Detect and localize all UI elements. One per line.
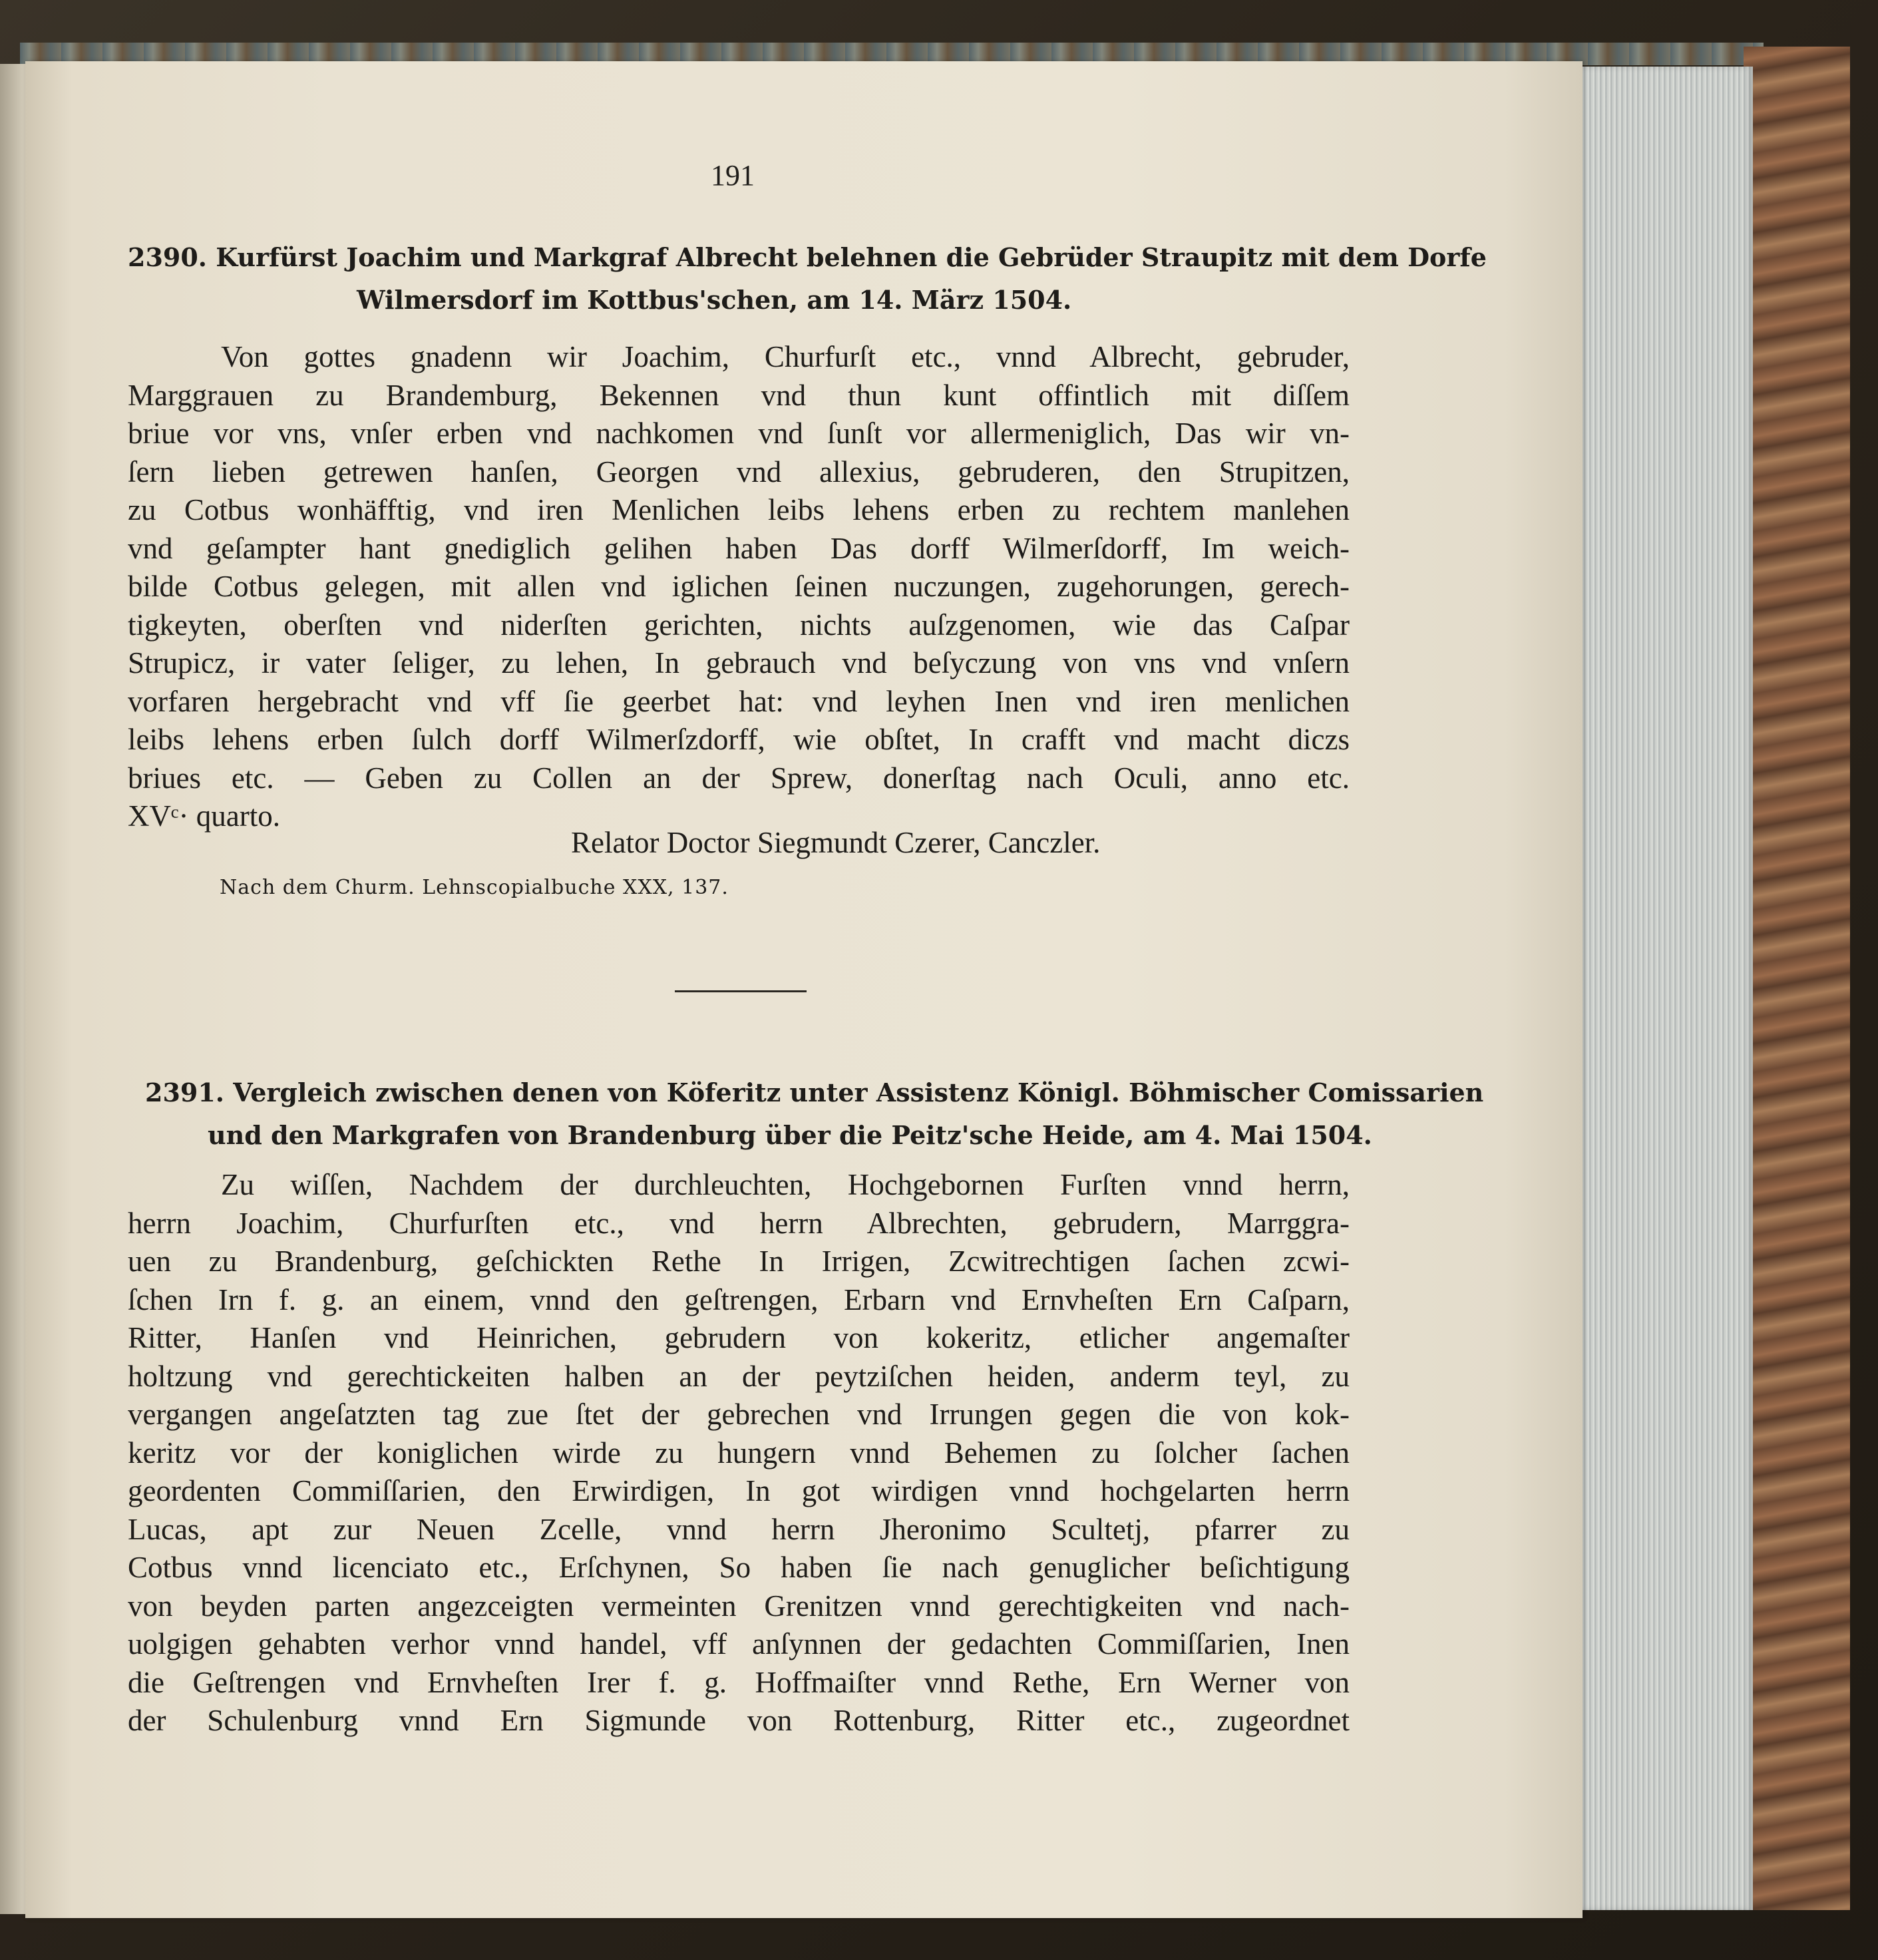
entry-2390-source-note: Nach dem Churm. Lehnscopialbuche XXX, 137. xyxy=(220,876,729,899)
book-cover-marbled-edge xyxy=(1744,47,1850,1910)
body-line: ſern lieben getrewen hanſen, Georgen vnd allexius, gebruderen, den Strupitzen, xyxy=(128,455,1350,489)
body-line: XVᶜ· quarto. xyxy=(128,799,280,833)
body-line: briue vor vns, vnſer erben vnd nachkomen vnd ſunſt vor allermeniglich, Das wir vn- xyxy=(128,417,1350,450)
body-line: zu Cotbus wonhäfftig, vnd iren Menlichen leibs lehens erben zu rechtem manlehen xyxy=(128,493,1350,526)
body-line: Lucas, apt zur Neuen Zcelle, vnnd herrn Jheronimo Scultetj, pfarrer zu xyxy=(128,1512,1350,1546)
section-divider xyxy=(675,990,807,992)
body-line: leibs lehens erben ſulch dorff Wilmerſzdorff, wie obſtet, In crafft vnd macht diczs xyxy=(128,723,1350,756)
body-line: Ritter, Hanſen vnd Heinrichen, gebrudern von kokeritz, etlicher angemaſter xyxy=(128,1321,1350,1354)
body-line: Zu wiſſen, Nachdem der durchleuchten, Hochgebornen Furſten vnnd herrn, xyxy=(221,1168,1350,1201)
body-line: Strupicz, ir vater ſeliger, zu lehen, In gebrauch vnd beſyczung von vns vnd vnſern xyxy=(128,646,1350,680)
entry-2391-title-line-2: und den Markgrafen von Brandenburg über die Peitz'sche Heide, am 4. Mai 1504. xyxy=(208,1120,1372,1150)
body-line: ſchen Irn f. g. an einem, vnnd den geſtrengen, Erbarn vnd Ernvheſten Ern Caſparn, xyxy=(128,1282,1350,1316)
body-line: keritz vor der koniglichen wirde zu hungern vnnd Behemen zu ſolcher ſachen xyxy=(128,1436,1350,1470)
body-line: tigkeyten, oberſten vnd niderſten gerichten, nichts auſzgenomen, wie das Caſpar xyxy=(128,608,1350,642)
body-line: Von gottes gnadenn wir Joachim, Churfurſt etc., vnnd Albrecht, gebruder, xyxy=(221,340,1350,373)
body-line: uen zu Brandenburg, geſchickten Rethe In Irrigen, Zcwitrechtigen ſachen zcwi- xyxy=(128,1245,1350,1278)
body-line: vnd geſampter hant gnediglich gelihen haben Das dorff Wilmerſdorff, Im weich- xyxy=(128,531,1350,565)
entry-2390-title-line-1: 2390. Kurfürst Joachim und Markgraf Albrecht belehnen die Gebrüder Straupitz mit dem Dorfe xyxy=(128,242,1487,272)
entry-2390-title-line-2: Wilmersdorf im Kottbus'schen, am 14. März 1504. xyxy=(357,285,1072,315)
body-line: vergangen angeſatzten tag zue ſtet der gebrechen vnd Irrungen gegen die von kok- xyxy=(128,1398,1350,1431)
body-line: von beyden parten angezceigten vermeinten Grenitzen vnnd gerechtigkeiten vnd nach- xyxy=(128,1589,1350,1623)
entry-2391-title-line-1: 2391. Vergleich zwischen denen von Köferitz unter Assistenz Königl. Böhmischer Comissarien xyxy=(145,1078,1484,1107)
body-line: der Schulenburg vnnd Ern Sigmunde von Rottenburg, Ritter etc., zugeordnet xyxy=(128,1704,1350,1737)
body-line: Marggrauen zu Brandemburg, Bekennen vnd thun kunt offintlich mit diſſem xyxy=(128,378,1350,412)
entry-2391-body xyxy=(128,1166,1350,1740)
page-number: 191 xyxy=(711,159,755,192)
entry-2390-body xyxy=(128,338,1350,836)
body-line: geordenten Commiſſarien, den Erwirdigen, In got wirdigen vnnd hochgelarten herrn xyxy=(128,1474,1350,1507)
body-line: briues etc. — Geben zu Collen an der Sprew, donerſtag nach Oculi, anno etc. xyxy=(128,761,1350,795)
body-line: die Geſtrengen vnd Ernvheſten Irer f. g. Hoffmaiſter vnnd Rethe, Ern Werner von xyxy=(128,1665,1350,1699)
body-line: bilde Cotbus gelegen, mit allen vnd iglichen ſeinen nuczungen, zugehorungen, gerech- xyxy=(128,570,1350,603)
body-line: Cotbus vnnd licenciato etc., Erſchynen, So haben ſie nach genuglicher beſichtigung xyxy=(128,1551,1350,1584)
body-line: holtzung vnd gerechtickeiten halben an der peytziſchen heiden, anderm teyl, zu xyxy=(128,1359,1350,1393)
body-line: uolgigen gehabten verhor vnnd handel, vff anſynnen der gedachten Commiſſarien, Inen xyxy=(128,1627,1350,1661)
entry-2390-relator: Relator Doctor Siegmundt Czerer, Canczler. xyxy=(571,826,1101,859)
body-line: vorfaren hergebracht vnd vff ſie geerbet hat: vnd leyhen Inen vnd iren menlichen xyxy=(128,684,1350,718)
body-line: herrn Joachim, Churfurſten etc., vnd herrn Albrechten, gebrudern, Marrggra- xyxy=(128,1206,1350,1240)
page-fore-edge xyxy=(1576,67,1753,1910)
previous-page-edge xyxy=(0,64,28,1914)
